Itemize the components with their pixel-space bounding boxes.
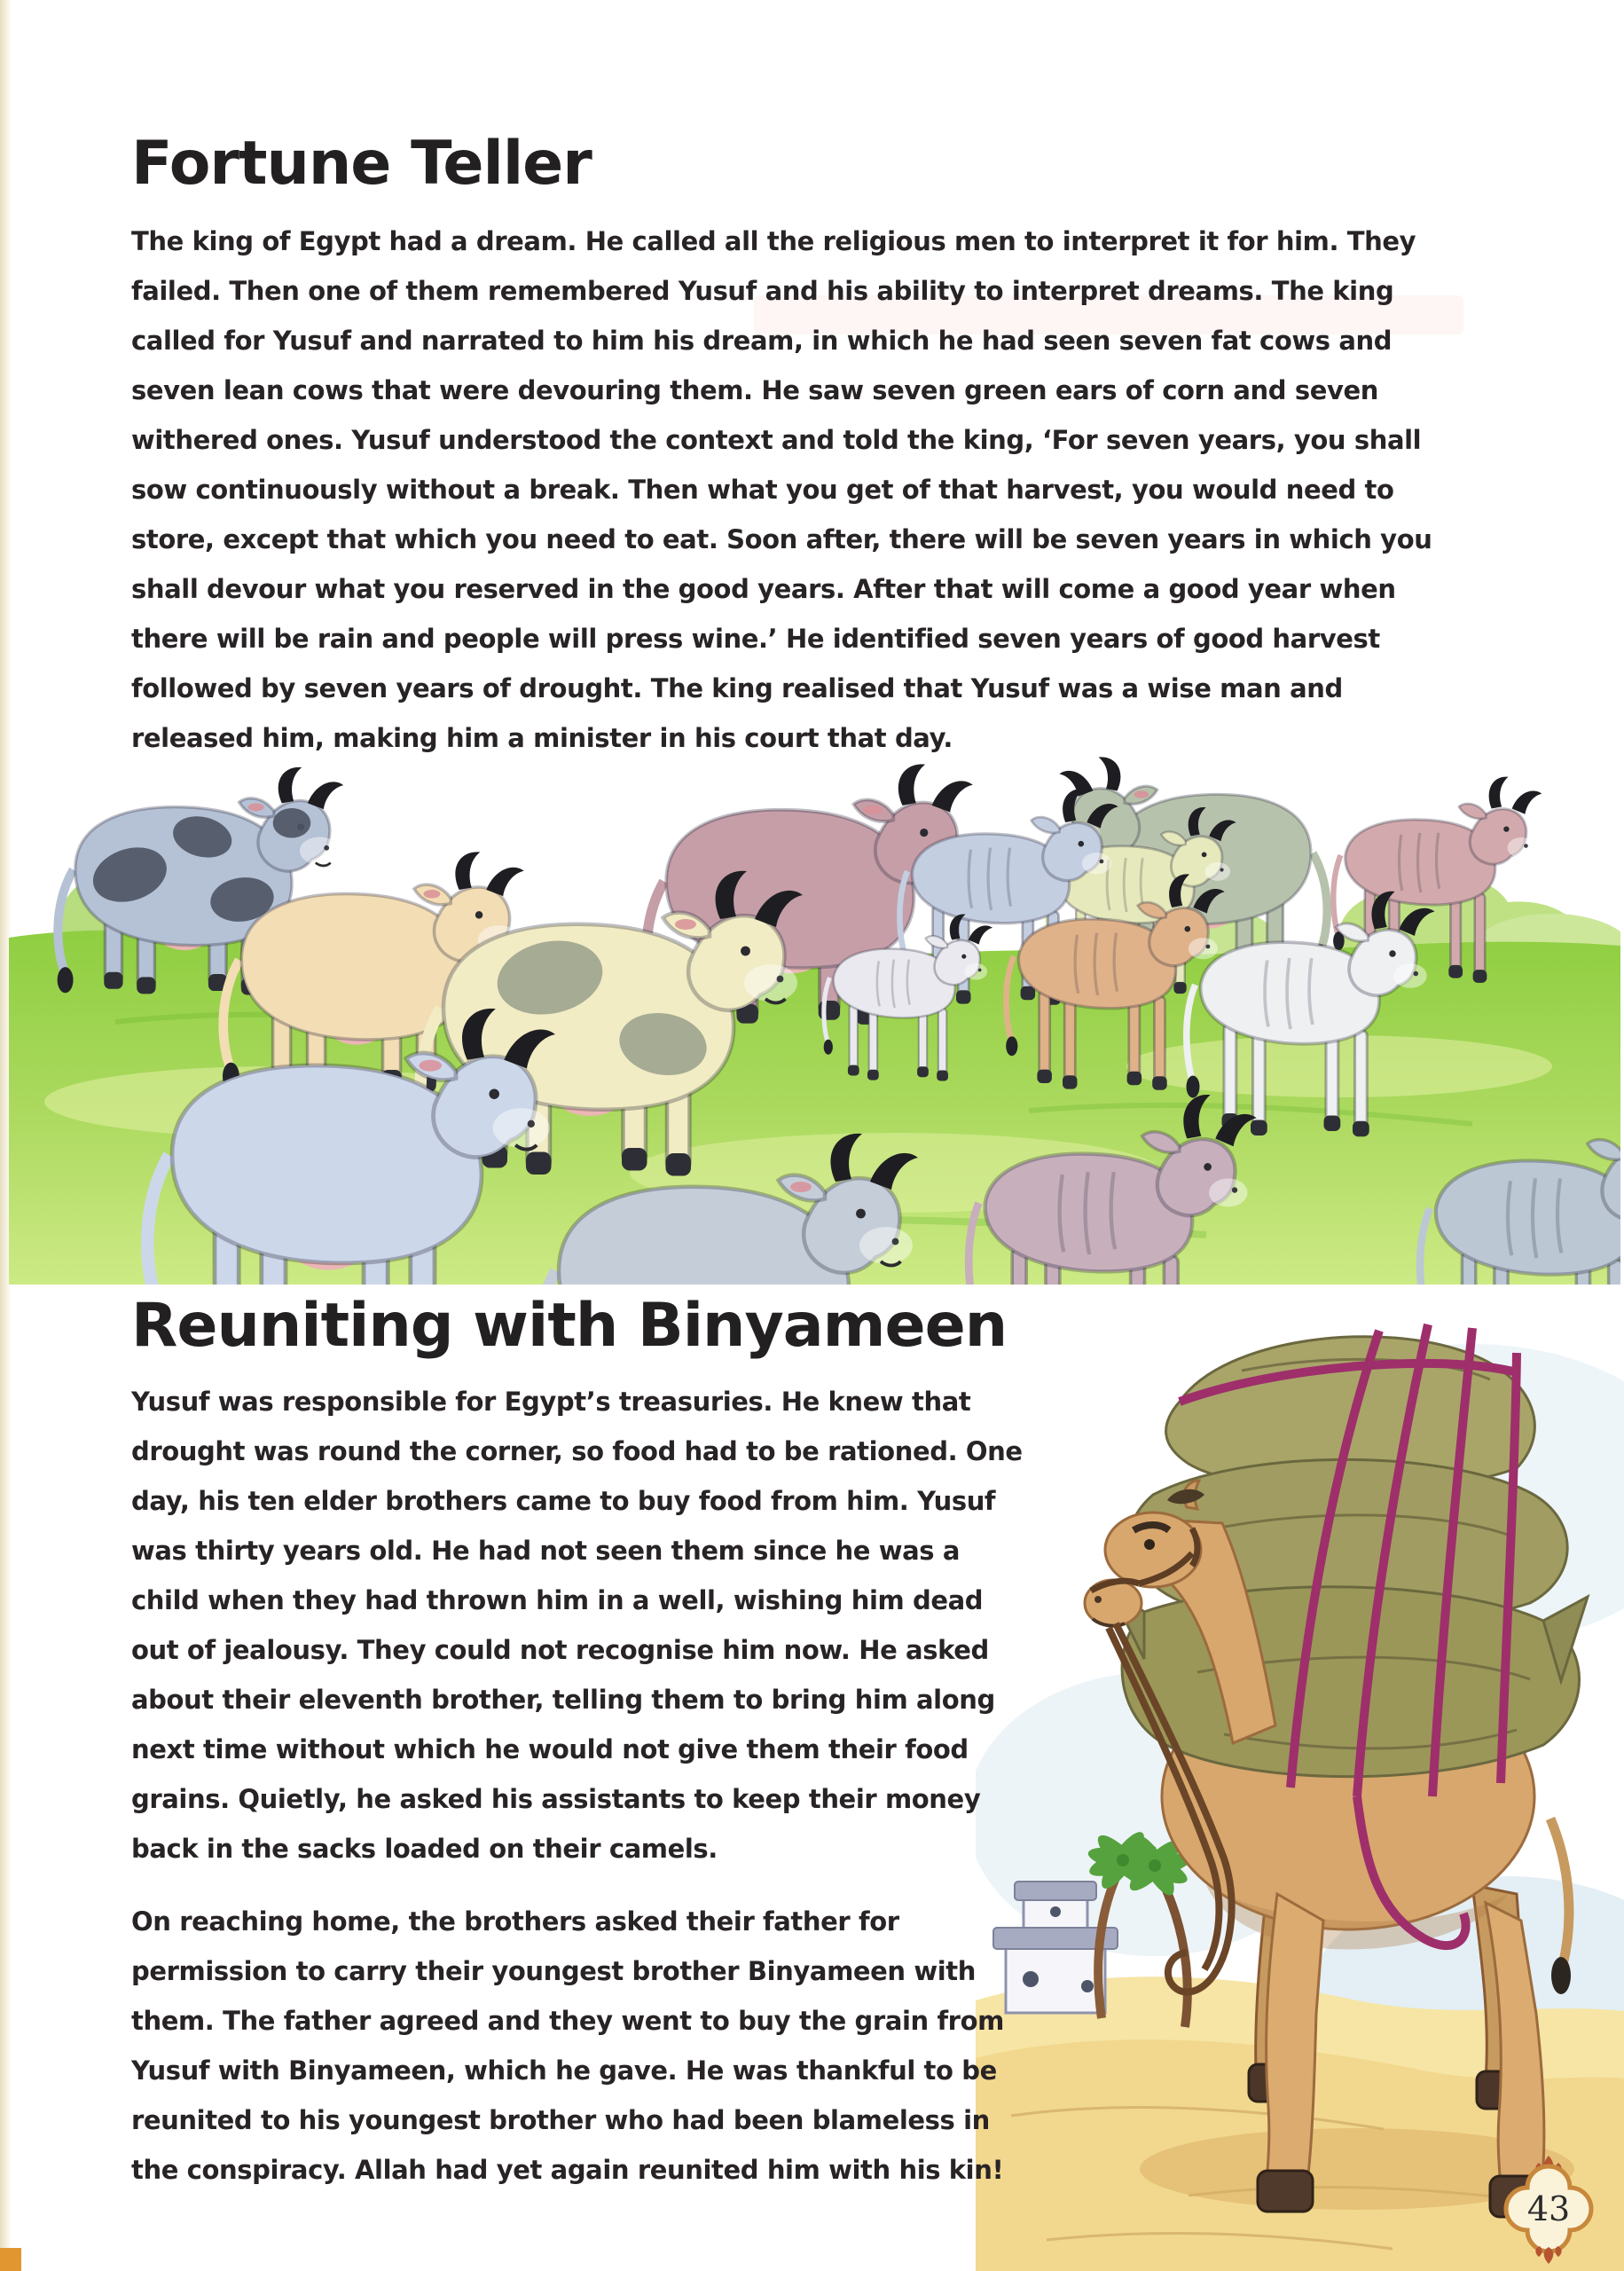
camel-illustration: [976, 1317, 1624, 2271]
section-title-fortune-teller: Fortune Teller: [131, 129, 592, 199]
page-corner-mark: [0, 2248, 21, 2271]
cow-herd-illustration: [9, 729, 1620, 1285]
reuniting-paragraph-2: On reaching home, the brothers asked their father for permission to carry their youngest brother Binyameen with them. The father agreed and they went to buy the grain from Yusuf with Binyameen, which he gave. He was thankful to be reunited to his youngest brother who had been blameless in the conspiracy. Allah had yet again reunited him with his kin!: [131, 1906, 1004, 2185]
badge-finial-bottom: [1535, 2246, 1561, 2264]
reuniting-text-column: [131, 1377, 1029, 2218]
page-number: 43: [1526, 2189, 1571, 2228]
fortune-teller-paragraph: The king of Egypt had a dream. He called all the religious men to interpret it for him. They failed. Then one of them remembered Yusuf and his ability to interpret dreams. The king called for Yusuf and narrated to him his dream, in which he had seen seven fat cows and seven lean cows that were devouring them. He saw seven green ears of corn and seven withered ones. Yusuf understood the context and told the king, ‘For seven years, you shall sow continuously without a break. Then what you get of that harvest, you would need to store, except that which you need to eat. Soon after, there will be seven years in which you shall devour what you reserved in the good years. After that will come a good year when there will be rain and people will press wine.’ He identified seven years of good harvest followed by seven years of drought. The king realised that Yusuf was a wise man and released him, making him a minister in his court that day.: [131, 226, 1432, 753]
reuniting-paragraph-1: Yusuf was responsible for Egypt’s treasuries. He knew that drought was round the corner, so food had to be rationed. One day, his ten elder brothers came to buy food from him. Yusuf was thirty years old. He had not seen them since he was a child when they had thrown him in a well, wishing him dead out of jealousy. They could not recognise him now. He asked about their eleventh brother, telling them to bring him along next time without which he would not give them their food grains. Quietly, he asked his assistants to keep their money back in the sacks loaded on their camels.: [131, 1387, 1023, 1864]
section-title-reuniting: Reuniting with Binyameen: [131, 1291, 1008, 1361]
page-number-badge: [1497, 2156, 1600, 2264]
